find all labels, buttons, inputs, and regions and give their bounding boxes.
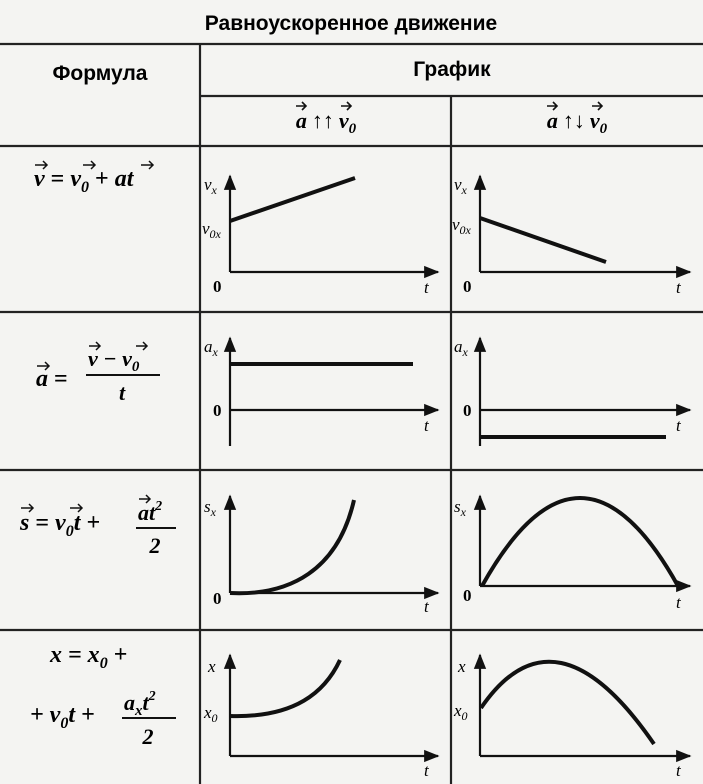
svg-text:t: t <box>676 416 681 435</box>
svg-text:x0: $x_0$ <box>204 703 218 725</box>
graph-acceleration-same <box>230 338 438 446</box>
subheader-same-direction <box>296 102 357 137</box>
svg-text:axt2: $a_xt^2$ <box>124 689 156 719</box>
column-formula-header: Формула <box>52 62 148 85</box>
formula-velocity <box>34 161 153 196</box>
svg-text:0: 0 <box>213 277 222 296</box>
graph-displacement-opposite <box>480 496 690 586</box>
labels-coordinate-opposite <box>453 657 682 780</box>
svg-text:t: t <box>676 761 681 780</box>
velocity-line-rising <box>230 178 355 221</box>
svg-text:vx: $v_x$ <box>454 175 467 197</box>
graph-displacement-same <box>230 496 438 593</box>
svg-text:a↑↑v0: a ↑↑ $v_0$ <box>295 108 357 137</box>
svg-text:v − v0: $v - v_0$ <box>88 346 140 375</box>
labels-acceleration-same <box>204 337 430 435</box>
svg-text:t: t <box>424 416 429 435</box>
svg-text:x: x <box>208 657 216 676</box>
svg-text:2: 2 <box>149 533 161 558</box>
subheader-opposite-direction <box>547 102 608 137</box>
displacement-curve-arch <box>482 498 678 586</box>
svg-text:at2: $at^2$ <box>138 499 163 525</box>
labels-velocity-opposite <box>452 175 682 297</box>
svg-text:0: 0 <box>463 277 472 296</box>
svg-text:v = v0 + at: $v = v_0$ + at <box>34 166 134 196</box>
formula-coordinate <box>30 642 176 749</box>
svg-text:v0x: $v_{0x}$ <box>452 215 471 237</box>
svg-text:x = x0 +: $x = x_0$ + <box>50 642 128 672</box>
table-title: Равноускоренное движение <box>204 12 498 35</box>
graph-velocity-opposite <box>480 176 690 272</box>
labels-displacement-opposite <box>454 497 682 612</box>
svg-text:sx: $s_x$ <box>454 497 466 519</box>
svg-text:x: x <box>458 657 466 676</box>
svg-text:t: t <box>118 380 126 405</box>
formula-acceleration <box>36 342 160 405</box>
svg-text:ax: $a_x$ <box>204 337 218 359</box>
velocity-line-falling <box>480 218 606 262</box>
svg-text:t: t <box>676 278 681 297</box>
svg-text:0: 0 <box>213 401 222 420</box>
svg-text:t: t <box>676 593 681 612</box>
displacement-curve-rising <box>230 500 354 593</box>
svg-text:vx: $v_x$ <box>204 175 217 197</box>
svg-text:a↑↓v0: a ↑↓ $v_0$ <box>546 108 608 137</box>
svg-text:t: t <box>424 761 429 780</box>
svg-text:sx: $s_x$ <box>204 497 216 519</box>
formula-displacement <box>19 495 176 558</box>
coordinate-curve-rising <box>230 660 340 716</box>
svg-text:a =: a = <box>36 366 68 392</box>
svg-text:v0x: $v_{0x}$ <box>202 219 221 241</box>
labels-acceleration-opposite <box>454 337 682 435</box>
svg-text:s = v0t +: $s = v_0t$ + <box>20 510 101 540</box>
svg-text:ax: $a_x$ <box>454 337 468 359</box>
svg-text:t: t <box>424 597 429 616</box>
svg-text:0: 0 <box>213 589 222 608</box>
graph-coordinate-same <box>230 655 438 756</box>
table-grid <box>0 44 703 784</box>
svg-text:x0: $x_0$ <box>454 701 468 723</box>
graph-coordinate-opposite <box>480 655 690 756</box>
graph-velocity-same <box>230 176 438 272</box>
graph-acceleration-opposite <box>480 338 690 446</box>
svg-text:0: 0 <box>463 586 472 605</box>
labels-displacement-same <box>204 497 430 616</box>
svg-text:+ v0t +: + $v_0t$ + <box>30 702 95 732</box>
coordinate-curve-arch <box>481 662 654 744</box>
svg-text:2: 2 <box>142 724 154 749</box>
svg-text:0: 0 <box>463 401 472 420</box>
svg-text:t: t <box>424 278 429 297</box>
labels-coordinate-same <box>203 657 430 780</box>
column-graph-header: График <box>413 58 491 81</box>
